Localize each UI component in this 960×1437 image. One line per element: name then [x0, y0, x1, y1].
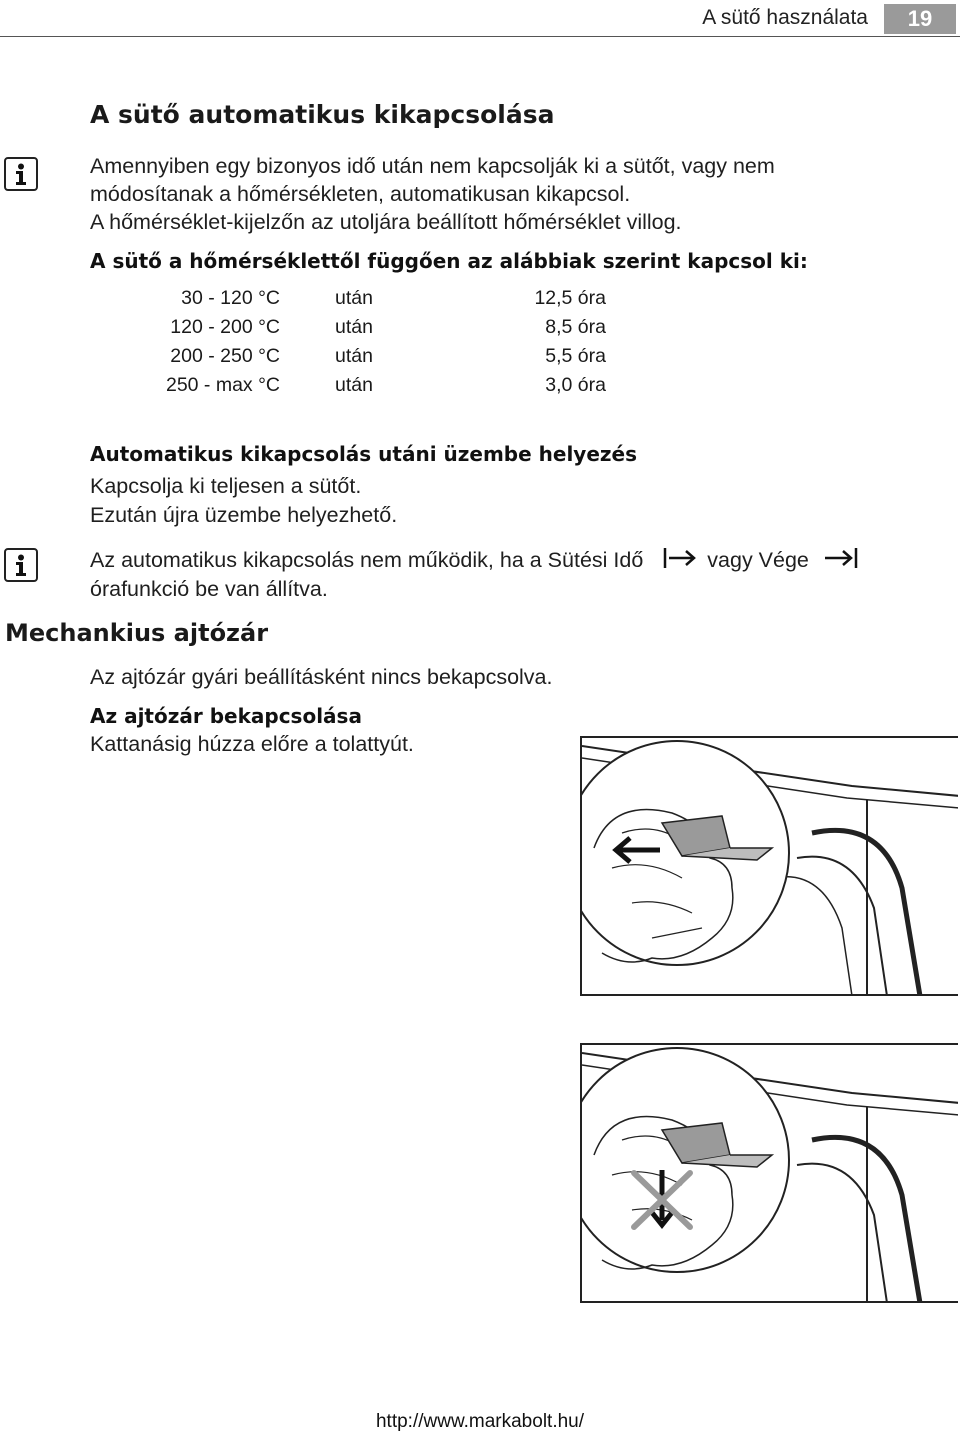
paragraph-line: módosítanak a hőmérsékleten, automatikusan kikapcsol. — [90, 182, 631, 206]
table-row — [0, 287, 620, 316]
table-row — [0, 316, 620, 345]
door-lock-subtitle: Az ajtózár bekapcsolása — [90, 704, 362, 728]
temperature-range: 120 - 200 °C — [170, 316, 280, 338]
restart-subtitle: Automatikus kikapcsolás utáni üzembe helyezés — [90, 442, 638, 466]
temperature-range: 30 - 120 °C — [181, 287, 280, 309]
info-icon — [4, 157, 38, 191]
cook-time-icon — [663, 547, 697, 576]
hours-value: 12,5 óra — [534, 287, 606, 309]
figure-lock-wrong — [580, 1043, 958, 1303]
door-lock-paragraph: Az ajtózár gyári beállításként nincs bekapcsolva. — [90, 665, 553, 689]
after-label: után — [335, 345, 373, 367]
note-text-part2: vagy Vége — [707, 548, 809, 572]
header-rule — [0, 36, 960, 37]
page-number-badge: 19 — [884, 4, 956, 34]
after-label: után — [335, 374, 373, 396]
section-title-auto-off: A sütő automatikus kikapcsolása — [90, 100, 555, 129]
table-row — [0, 374, 620, 403]
table-intro: A sütő a hőmérséklettől függően az alábbiak szerint kapcsol ki: — [90, 249, 808, 273]
note-line-2: órafunkció be van állítva. — [90, 577, 328, 601]
shutoff-table — [0, 287, 620, 407]
hours-value: 3,0 óra — [545, 374, 606, 396]
note-line-1 — [90, 546, 958, 576]
temperature-range: 200 - 250 °C — [170, 345, 280, 367]
auto-off-paragraph — [90, 152, 775, 236]
paragraph-line: A hőmérséklet-kijelzőn az utoljára beállított hőmérséklet villog. — [90, 210, 682, 234]
running-header-title: A sütő használata — [702, 6, 868, 29]
end-time-icon — [823, 547, 859, 576]
hours-value: 8,5 óra — [545, 316, 606, 338]
table-row — [0, 345, 620, 374]
section-title-door-lock: Mechankius ajtózár — [5, 619, 269, 647]
info-icon — [4, 548, 38, 582]
door-lock-instruction: Kattanásig húzza előre a tolattyút. — [90, 732, 414, 756]
footer-url[interactable]: http://www.markabolt.hu/ — [375, 1411, 585, 1432]
restart-line-1: Kapcsolja ki teljesen a sütőt. — [90, 474, 362, 498]
note-text-part1: Az automatikus kikapcsolás nem működik, ha a Sütési Idő — [90, 548, 644, 572]
restart-line-2: Ezután újra üzembe helyezhető. — [90, 503, 398, 527]
after-label: után — [335, 287, 373, 309]
temperature-range: 250 - max °C — [165, 374, 280, 396]
paragraph-line: Amennyiben egy bizonyos idő után nem kapcsolják ki a sütőt, vagy nem — [90, 154, 775, 178]
figure-lock-engage — [580, 736, 958, 996]
after-label: után — [335, 316, 373, 338]
hours-value: 5,5 óra — [545, 345, 606, 367]
